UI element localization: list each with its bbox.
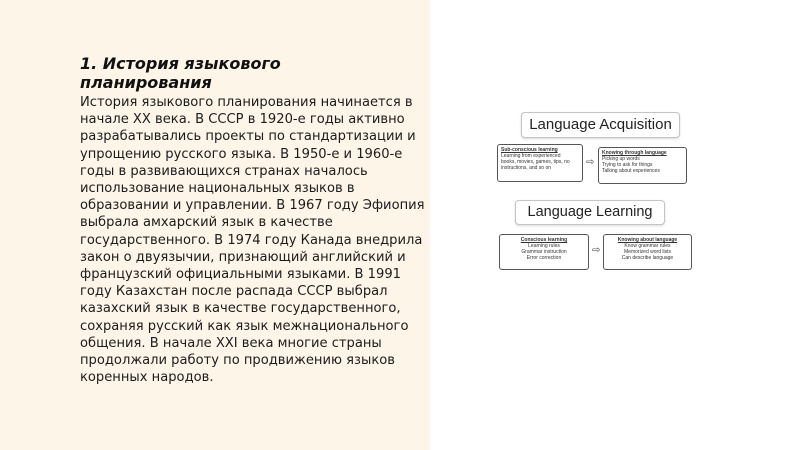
acquisition-left-item: Learning from experienced [501,153,561,159]
arrow-right-icon: ⇨ [586,157,595,168]
language-diagram [495,110,695,275]
learning-banner: Language Learning [515,200,665,225]
learning-left-heading: Conscious learning [520,237,568,243]
arrow-right-icon: ⇨ [592,245,601,256]
acquisition-right-heading: Knowing through language [602,150,667,156]
slide-body-text: История языкового планирования начинается в начале XX века. В СССР в 1920-е годы активно разрабатывались проекты по стандартизации и упрощению русского языка. В 1950-е и 1960-е годы в развивающихся странах началось использование национальных языков в образовании и управлении. В 1967 году Эфиопия выбрала амхарский язык в качестве государственного. В 1974 году Канада внедрила закон о двуязычии, признающий английский и французский официальными языками. В 1991 году Казахстан после распада СССР выбрал казахский язык в качестве государственного, сохраняя русский как язык межнационального общения. В начале XXI века многие страны продолжали работу по продвижению языков коренных народов. [80,95,425,386]
learning-right-item: Memorized word lists [624,249,671,255]
learning-right-heading: Knowing about language [617,237,678,243]
acquisition-left-heading: Sub-conscious learning [501,147,558,153]
acquisition-banner: Language Acquisition [521,112,680,138]
learning-right-box [603,234,692,270]
learning-right-item: Know grammar rules [624,243,671,249]
learning-left-box [499,234,589,270]
acquisition-right-item: Talking about experiences [602,168,660,174]
acquisition-left-item: books, movies, games, tips, no [501,159,570,165]
learning-left-item: Learning rules [528,243,560,249]
acquisition-right-item: Picking up words [602,156,640,162]
learning-right-item: Can describe language [621,255,674,261]
learning-left-item: Error correction [526,255,562,261]
acquisition-left-box [497,144,583,182]
slide-title: 1. История языкового планирования [80,54,281,92]
acquisition-right-item: Trying to ask for things [602,162,653,168]
acquisition-left-item: instructions, and so on [501,165,552,171]
acquisition-right-box [598,147,687,184]
learning-left-item: Grammar instruction [521,249,567,255]
